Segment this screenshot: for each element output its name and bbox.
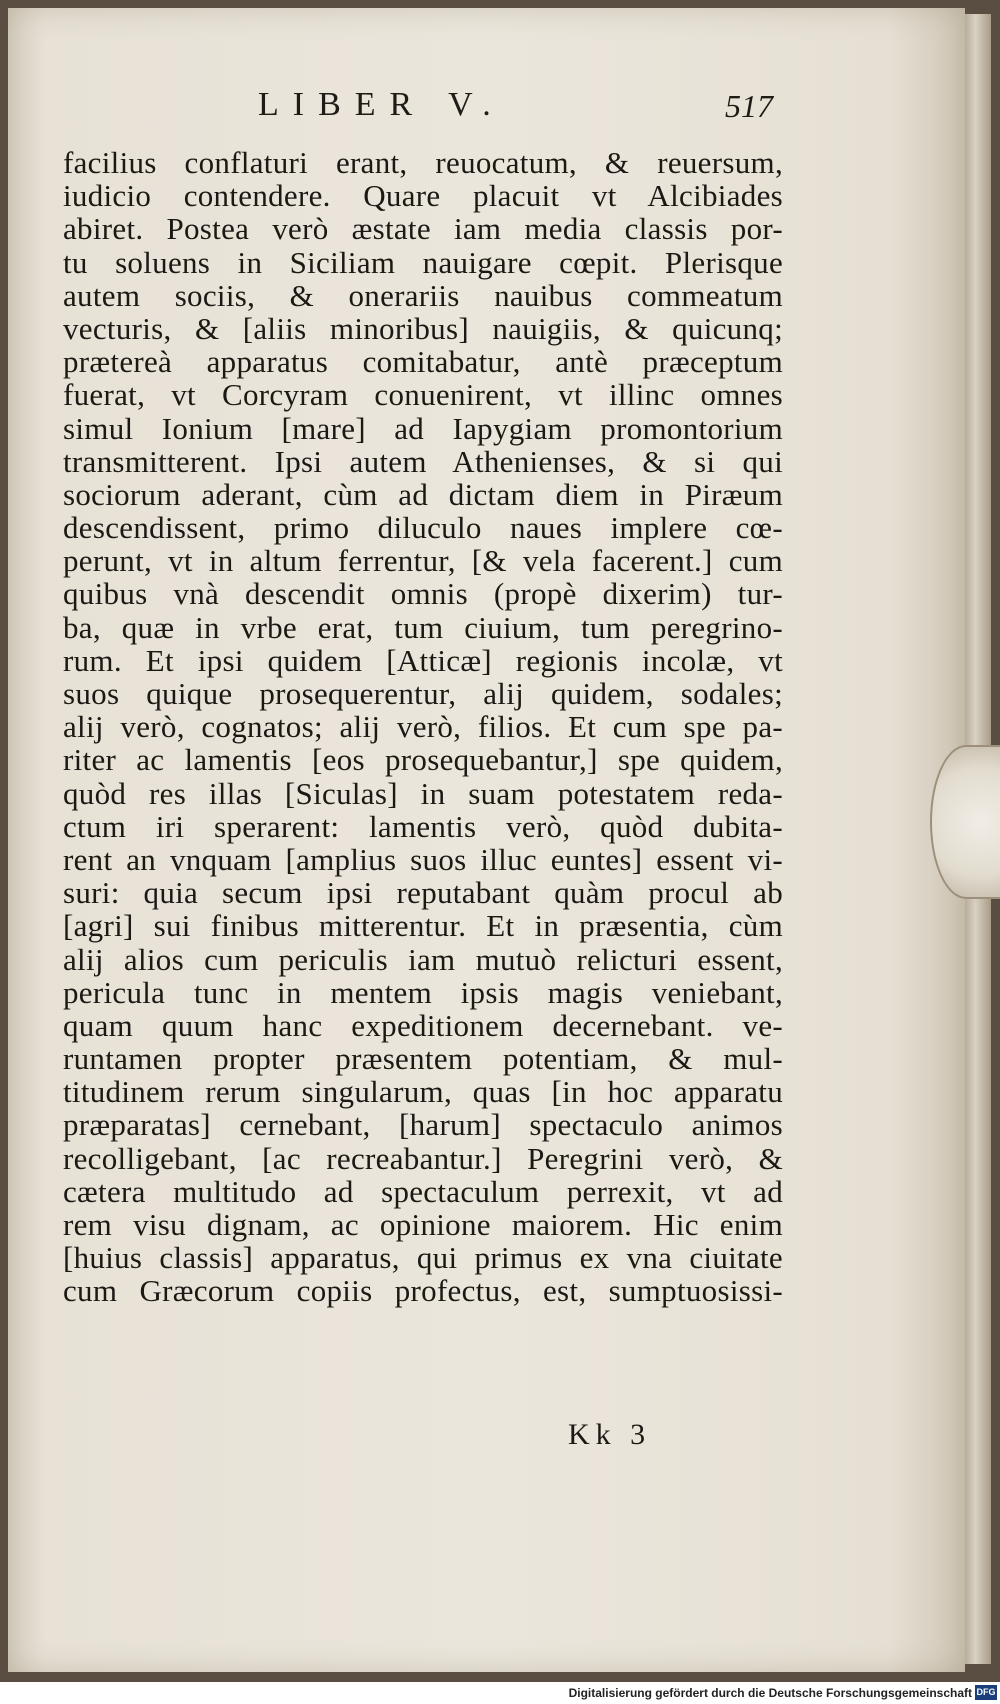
running-head — [63, 86, 773, 136]
text-line: alij verò, cognatos; alij verò, filios. Et cum spe pa- — [63, 709, 783, 745]
text-line: descendissent, primo diluculo naues implere cœ- — [63, 510, 783, 546]
book-page — [8, 8, 965, 1672]
text-line: tu soluens in Siciliam nauigare cœpit. Plerisque — [63, 244, 783, 280]
text-line: vecturis, & [aliis minoribus] nauigiis, & quicunq; — [63, 310, 783, 346]
text-line: rent an vnquam [amplius suos illuc euntes] essent vi- — [63, 841, 783, 877]
text-line: facilius conflaturi erant, reuocatum, & reuersum, — [63, 145, 783, 180]
text-line: runtamen propter præsentem potentiam, & mul- — [63, 1041, 783, 1077]
text-line: fuerat, vt Corcyram conuenirent, vt illinc omnes — [63, 377, 783, 413]
text-line: pericula tunc in mentem ipsis magis veniebant, — [63, 974, 783, 1010]
text-line: quibus vnà descendit omnis (propè dixerim) tur- — [63, 576, 783, 612]
text-line: suri: quia secum ipsi reputabant quàm procul ab — [63, 875, 783, 911]
running-title: LIBER V. — [258, 86, 505, 123]
signature-mark: Kk 3 — [568, 1418, 652, 1451]
text-line: rem visu dignam, ac opinione maiorem. Hic enim — [63, 1207, 783, 1242]
text-line: transmitterent. Ipsi autem Athenienses, & si qui — [63, 443, 783, 479]
text-line: abiret. Postea verò æstate iam media classis por- — [63, 211, 783, 247]
text-line: recolligebant, [ac recreabantur.] Peregrini verò, & — [63, 1140, 783, 1176]
text-line: ctum iri sperarent: lamentis verò, quòd dubita- — [63, 808, 783, 844]
text-line: cum Græcorum copiis profectus, est, sumptuosissi- — [63, 1273, 783, 1309]
text-line: rum. Et ipsi quidem [Atticæ] regionis incolæ, vt — [63, 642, 783, 678]
text-line: quòd res illas [Siculas] in suam potestatem reda- — [63, 775, 783, 811]
text-line: riter ac lamentis [eos prosequebantur,] spe quidem, — [63, 742, 783, 778]
page-edge-tab — [930, 745, 1000, 899]
text-line: quam quum hanc expeditionem decernebant. ve- — [63, 1007, 783, 1043]
text-line: iudicio contendere. Quare placuit vt Alcibiades — [63, 178, 783, 214]
text-line: suos quique prosequerentur, alij quidem, sodales; — [63, 676, 783, 711]
text-line: alij alios cum periculis iam mutuò relicturi essent, — [63, 941, 783, 977]
footer — [0, 1682, 1000, 1704]
body-text — [63, 146, 783, 1308]
text-line: prætereà apparatus comitabatur, antè præceptum — [63, 344, 783, 380]
text-line: [huius classis] apparatus, qui primus ex vna ciuitate — [63, 1240, 783, 1276]
text-line: [agri] sui finibus mitterentur. Et in præsentia, cùm — [63, 908, 783, 944]
footer-credit: Digitalisierung gefördert durch die Deutsche Forschungsgemeinschaft — [568, 1686, 972, 1700]
text-line: cætera multitudo ad spectaculum perrexit, vt ad — [63, 1173, 783, 1209]
text-line: autem sociis, & onerariis nauibus commeatum — [63, 277, 783, 313]
text-line: præparatas] cernebant, [harum] spectaculo animos — [63, 1107, 783, 1143]
page-number: 517 — [725, 88, 773, 124]
text-line: ba, quæ in vrbe erat, tum ciuium, tum peregrino- — [63, 609, 783, 645]
text-line: perunt, vt in altum ferrentur, [& vela facerent.] cum — [63, 543, 783, 579]
text-line: simul Ionium [mare] ad Iapygiam promontorium — [63, 410, 783, 446]
text-line: sociorum aderant, cùm ad dictam diem in Piræum — [63, 476, 783, 512]
text-line: titudinem rerum singularum, quas [in hoc apparatu — [63, 1074, 783, 1110]
dfg-logo: DFG — [975, 1685, 997, 1700]
